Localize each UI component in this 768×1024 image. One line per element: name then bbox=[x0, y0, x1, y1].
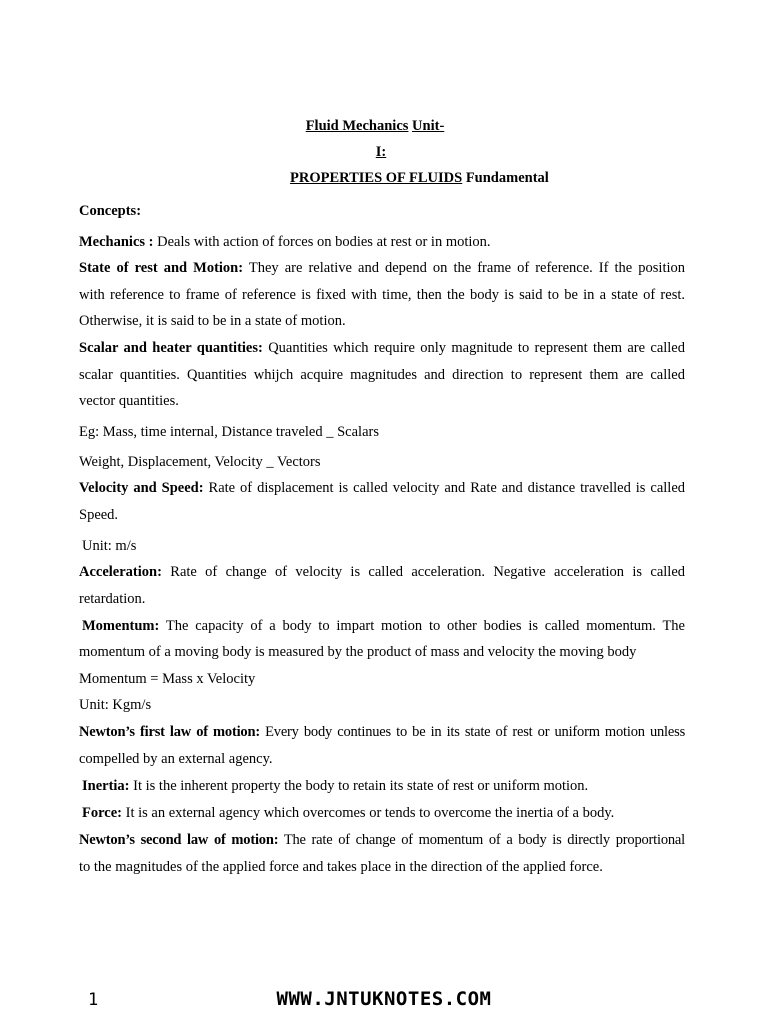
title-fundamental: Fundamental bbox=[465, 170, 549, 186]
mechanics-text: Deals with action of forces on bodies at rest or in motion. bbox=[157, 234, 491, 250]
scalar-line-1: Scalar and heater quantities: Quantities which require only magnitude to represent them are called bbox=[79, 340, 685, 356]
title-line-2 bbox=[0, 142, 768, 162]
title-topic: PROPERTIES OF FLUIDS bbox=[290, 170, 463, 186]
mechanics-paragraph bbox=[79, 232, 685, 252]
velocity-term: Velocity and Speed: bbox=[79, 480, 204, 496]
momentum-formula: Momentum = Mass x Velocity bbox=[79, 671, 256, 687]
force-term: Force: bbox=[82, 805, 122, 821]
newton1-term: Newton’s first law of motion: bbox=[79, 724, 260, 740]
inertia-term: Inertia: bbox=[82, 778, 130, 794]
rest-line-3: Otherwise, it is said to be in a state of motion. bbox=[79, 313, 346, 329]
page-number: 1 bbox=[88, 990, 99, 1010]
momentum-line-1: Momentum: The capacity of a body to impart motion to other bodies is called momentum. The bbox=[82, 618, 685, 634]
momentum-line-2: momentum of a moving body is measured by the product of mass and velocity the moving body bbox=[79, 644, 637, 660]
inertia-paragraph: Inertia: It is the inherent property the body to retain its state of rest or uniform motion. bbox=[82, 778, 589, 794]
accel-line-2: retardation. bbox=[79, 591, 146, 607]
example-scalars: Eg: Mass, time internal, Distance traveled _ Scalars bbox=[79, 424, 379, 440]
footer-website: WWW.JNTUKNOTES.COM bbox=[276, 988, 492, 1010]
accel-term: Acceleration: bbox=[79, 564, 162, 580]
rest-line-2: with reference to frame of reference is fixed with time, then the body is said to be in a state of rest. bbox=[79, 287, 685, 303]
newton2-term: Newton’s second law of motion: bbox=[79, 832, 279, 848]
scalar-line-2: scalar quantities. Quantities whijch acquire magnitudes and direction to represent them are called bbox=[79, 367, 685, 383]
force-paragraph: Force: It is an external agency which overcomes or tends to overcome the inertia of a body. bbox=[82, 805, 615, 821]
title-line-3 bbox=[290, 168, 549, 188]
title-subject: Fluid Mechanics bbox=[305, 118, 409, 134]
example-vectors: Weight, Displacement, Velocity _ Vectors bbox=[79, 454, 321, 470]
scalar-line-3: vector quantities. bbox=[79, 393, 179, 409]
newton2-line-2: to the magnitudes of the applied force and takes place in the direction of the applied force. bbox=[79, 859, 603, 875]
velocity-unit: Unit: m/s bbox=[82, 538, 137, 554]
title-unit-number: I: bbox=[375, 144, 387, 160]
concepts-heading: Concepts: bbox=[79, 203, 142, 219]
newton2-line-1: Newton’s second law of motion: The rate of change of momentum of a body is directly proportional bbox=[79, 832, 685, 848]
scalar-term: Scalar and heater quantities: bbox=[79, 340, 263, 356]
rest-line-1: State of rest and Motion: They are relative and depend on the frame of reference. If the position bbox=[79, 260, 685, 276]
mechanics-term: Mechanics : bbox=[79, 234, 154, 250]
newton1-line-2: compelled by an external agency. bbox=[79, 751, 273, 767]
velocity-line-1: Velocity and Speed: Rate of displacement is called velocity and Rate and distance travelled is called bbox=[79, 480, 686, 496]
rest-term: State of rest and Motion: bbox=[79, 260, 244, 276]
newton1-line-1: Newton’s first law of motion: Every body continues to be in its state of rest or uniform motion unless bbox=[79, 724, 686, 740]
momentum-term: Momentum: bbox=[82, 618, 160, 634]
velocity-line-2: Speed. bbox=[79, 507, 119, 523]
title-unit: Unit- bbox=[412, 118, 445, 134]
accel-line-1: Acceleration: Rate of change of velocity is called acceleration. Negative acceleration is called bbox=[79, 564, 686, 580]
momentum-unit: Unit: Kgm/s bbox=[79, 697, 152, 713]
title-line-1 bbox=[0, 116, 768, 136]
